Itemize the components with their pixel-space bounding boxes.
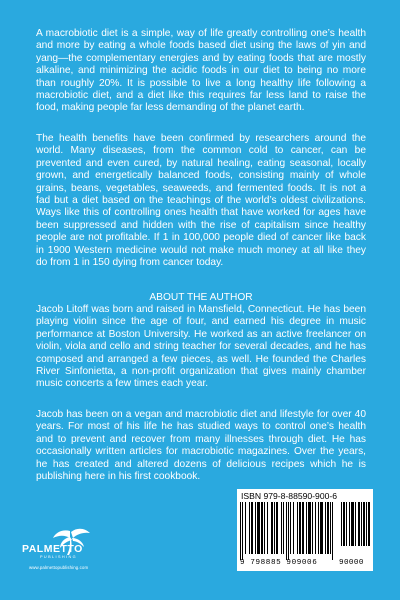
intro-paragraph-1: A macrobiotic diet is a simple, way of life greatly controlling one’s health and more by eating a whole foods based diet using the laws of yin and yang—the complementary energies and by eating foods that are mostly alkaline, and minimizing the acidic foods in our diet to being no more than roughly 20%. It is possible to live a long healthy life following a macrobiotic diet, and a diet like this requires far less land to raise the food, making people far less demanding of the planet earth.	[36, 28, 366, 114]
publisher-subtitle: PUBLISHING	[40, 555, 77, 559]
price-barcode-bars	[341, 502, 370, 552]
intro-paragraph-2: The health benefits have been confirmed by researchers around the world. Many diseases, from the common cold to cancer, can be prevented and even cured, by natural healing, eating seasonal, locally grown, and energetically balanced foods, consisting mainly of whole grains, beans, vegetables, seaweeds, and fermented foods. It is not a fad but a diet based on the teachings of the world’s oldest civilizations. Ways like this of controlling ones health that have worked for ages have been suppressed and hidden with the rise of capitalism since healthy people are not profitable. If 1 in 100,000 people died of cancer like back in 1900 Western medicine would not make much money at all like they do from 1 in 150 dying from cancer today.	[36, 133, 366, 269]
isbn-label: ISBN 979-8-88590-900-6	[241, 491, 338, 501]
barcode-digits: 9 798885 909006	[240, 559, 318, 567]
publisher-name: PALMETTO	[22, 543, 83, 555]
about-paragraph-2: Jacob has been on a vegan and macrobiotic diet and lifestyle for over 40 years. For most of his life he has studied ways to control one’s health and to prevent and recover from many illnesses through diet. He has occasionally written articles for macrobiotic magazines. Over the years, he has created and altered dozens of delicious recipes which he is publishing here in his first cookbook.	[36, 409, 366, 483]
price-digits: 90000	[339, 559, 364, 567]
publisher-url: www.palmettopublishing.com	[29, 565, 89, 570]
barcode-bars	[240, 502, 336, 560]
about-paragraph-1: Jacob Litoff was born and raised in Mansfield, Connecticut. He has been playing violin since the age of four, and earned his degree in music performance at Boston University. He worked as an active freelancer on violin, viola and cello and string teacher for several decades, and he has composed and arranged a few pieces, as well. He founded the Charles River Sinfonietta, a non-profit organization that gives mainly chamber music concerts a few times each year.	[36, 304, 366, 390]
about-author-heading: ABOUT THE AUTHOR	[149, 292, 253, 303]
isbn-barcode-box	[237, 489, 373, 571]
